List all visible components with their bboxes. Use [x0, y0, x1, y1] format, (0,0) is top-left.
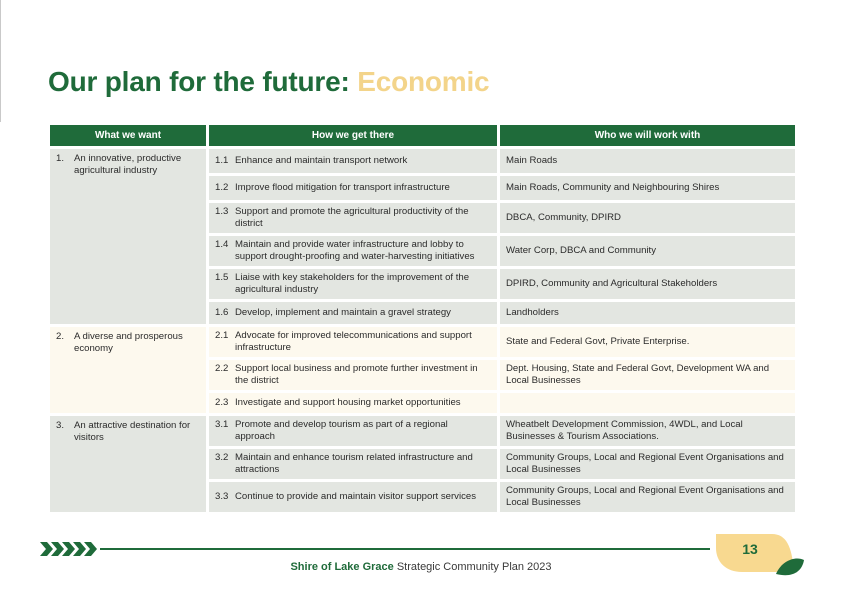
strategy-number: 3.1 — [215, 419, 229, 430]
partners-cell: Main Roads — [500, 149, 795, 173]
strategy-text: Support local business and promote further investment in the district — [235, 363, 478, 386]
table-header-row — [50, 125, 795, 146]
page-number: 13 — [742, 541, 758, 557]
strategy-text: Maintain and enhance tourism related infrastructure and attractions — [235, 452, 473, 475]
header-how-we-get-there: How we get there — [209, 125, 497, 146]
strategy-number: 2.1 — [215, 330, 229, 341]
table-row — [50, 416, 795, 446]
strategy-text: Support and promote the agricultural productivity of the district — [235, 206, 469, 229]
goal-cell — [50, 327, 206, 413]
footer-rule — [100, 548, 710, 550]
partners-cell: Water Corp, DBCA and Community — [500, 236, 795, 266]
strategy-cell — [209, 203, 497, 233]
goal-cell — [50, 416, 206, 512]
strategy-cell — [209, 302, 497, 324]
strategy-number: 1.5 — [215, 272, 229, 283]
wheat-chevrons-icon — [38, 539, 102, 559]
header-who-we-work-with: Who we will work with — [500, 125, 795, 146]
strategy-cell — [209, 393, 497, 413]
goal-text: An attractive destination for visitors — [74, 420, 191, 443]
strategy-cell — [209, 416, 497, 446]
strategy-text: Develop, implement and maintain a gravel strategy — [235, 307, 451, 318]
partners-cell: Community Groups, Local and Regional Event Organisations and Local Businesses — [500, 449, 795, 479]
strategy-cell — [209, 269, 497, 299]
goal-number: 2. — [56, 331, 65, 342]
goal-text: A diverse and prosperous economy — [74, 331, 183, 354]
goal-text: An innovative, productive agricultural industry — [74, 153, 182, 176]
footer-doc-title: Strategic Community Plan 2023 — [393, 561, 552, 573]
strategy-cell — [209, 449, 497, 479]
strategy-number: 3.3 — [215, 491, 229, 502]
title-main: Our plan for the future: — [48, 66, 358, 97]
strategy-number: 1.1 — [215, 155, 229, 166]
strategy-number: 1.2 — [215, 182, 229, 193]
economic-plan-table — [47, 122, 798, 515]
strategy-text: Liaise with key stakeholders for the improvement of the agricultural industry — [235, 272, 470, 295]
title-accent: Economic — [357, 66, 490, 97]
partners-cell: Community Groups, Local and Regional Event Organisations and Local Businesses — [500, 482, 795, 512]
strategy-number: 1.4 — [215, 239, 229, 250]
strategy-text: Advocate for improved telecommunications and support infrastructure — [235, 330, 472, 353]
strategy-text: Promote and develop tourism as part of a regional approach — [235, 419, 448, 442]
strategy-text: Maintain and provide water infrastructure and lobby to support drought-proofing and water-harvesting initiatives — [235, 239, 475, 262]
table-row — [50, 149, 795, 173]
partners-cell: DPIRD, Community and Agricultural Stakeholders — [500, 269, 795, 299]
strategy-cell — [209, 482, 497, 512]
strategy-text: Continue to provide and maintain visitor support services — [235, 491, 477, 502]
partners-cell: State and Federal Govt, Private Enterprise. — [500, 327, 795, 357]
page-title — [48, 66, 489, 98]
strategy-text: Enhance and maintain transport network — [235, 155, 408, 166]
footer-caption — [0, 561, 842, 573]
strategy-cell — [209, 360, 497, 390]
strategy-number: 3.2 — [215, 452, 229, 463]
strategy-number: 2.2 — [215, 363, 229, 374]
footer-org-name: Shire of Lake Grace — [290, 561, 394, 573]
header-what-we-want: What we want — [50, 125, 206, 146]
partners-cell — [500, 393, 795, 413]
goal-number: 1. — [56, 153, 65, 164]
goal-number: 3. — [56, 420, 65, 431]
strategy-cell — [209, 149, 497, 173]
strategy-cell — [209, 236, 497, 266]
partners-cell: Landholders — [500, 302, 795, 324]
partners-cell: DBCA, Community, DPIRD — [500, 203, 795, 233]
strategy-number: 1.6 — [215, 307, 229, 318]
table-row — [50, 327, 795, 357]
left-edge-rule — [0, 0, 1, 122]
strategy-cell — [209, 176, 497, 200]
strategy-number: 1.3 — [215, 206, 229, 217]
strategy-number: 2.3 — [215, 397, 229, 408]
strategy-cell — [209, 327, 497, 357]
partners-cell: Wheatbelt Development Commission, 4WDL, and Local Businesses & Tourism Associations. — [500, 416, 795, 446]
goal-cell — [50, 149, 206, 324]
strategy-text: Investigate and support housing market opportunities — [235, 397, 461, 408]
partners-cell: Dept. Housing, State and Federal Govt, Development WA and Local Businesses — [500, 360, 795, 390]
strategy-text: Improve flood mitigation for transport infrastructure — [235, 182, 450, 193]
partners-cell: Main Roads, Community and Neighbouring Shires — [500, 176, 795, 200]
